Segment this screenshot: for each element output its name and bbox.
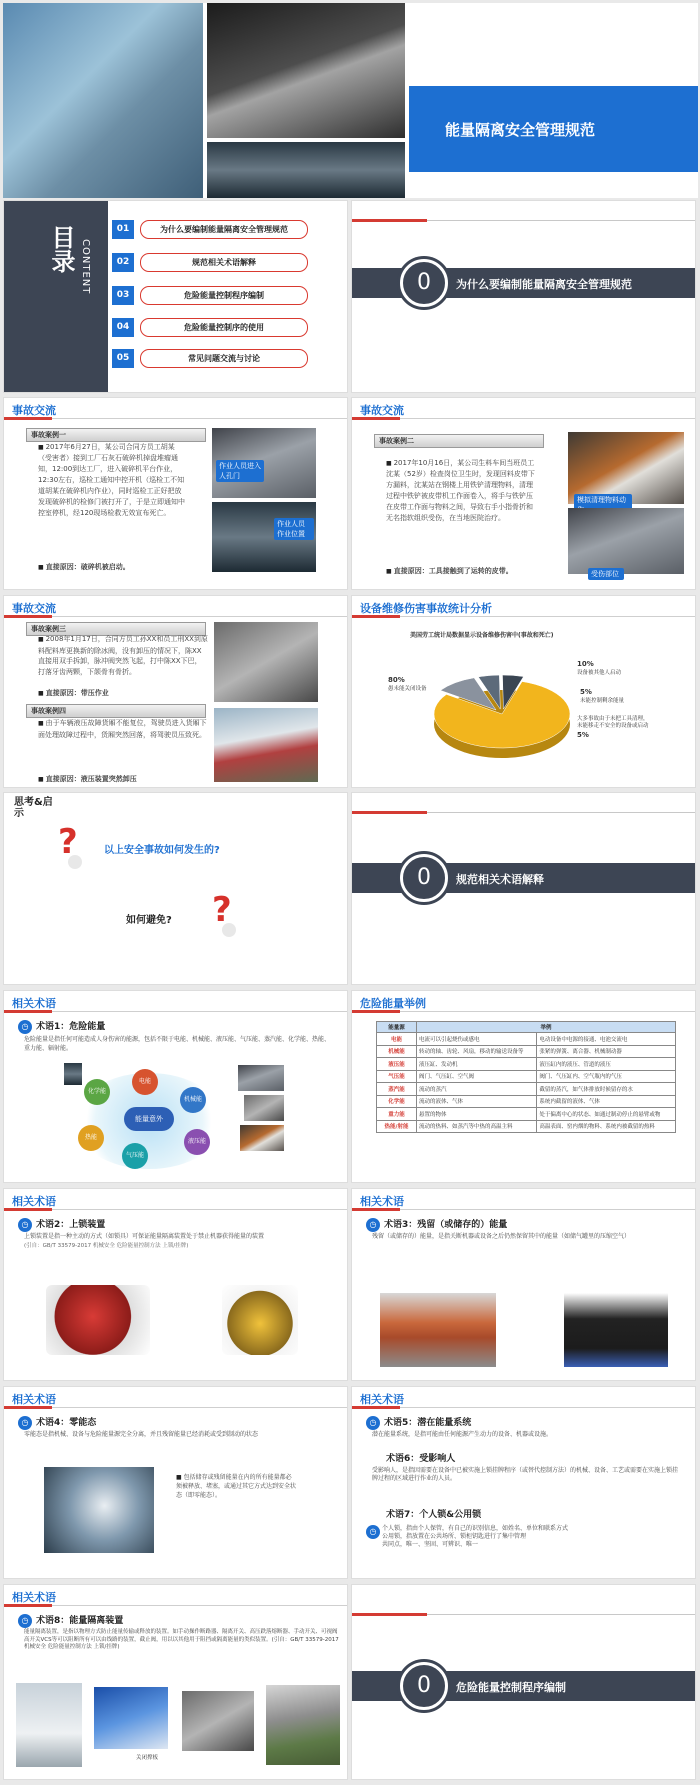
term-5-title: ◷ 术语5：潜在能量系统 xyxy=(366,1415,471,1430)
toc-num: 01 xyxy=(112,220,134,239)
section-3-slide xyxy=(351,1584,696,1780)
case-title: 事故案例一 xyxy=(26,428,206,442)
energy-photo-2 xyxy=(244,1095,284,1121)
toc-num: 02 xyxy=(112,253,134,272)
accident-photo-4 xyxy=(214,708,318,782)
gauge-photo xyxy=(44,1467,154,1553)
title-panel xyxy=(409,86,698,172)
term-5-slide xyxy=(351,1386,696,1579)
accident-photo-3 xyxy=(214,622,318,702)
toc-num: 04 xyxy=(112,318,134,337)
toc-item-2[interactable] xyxy=(112,253,332,272)
toc-item-3[interactable] xyxy=(112,286,332,305)
industrial-photo xyxy=(207,142,405,198)
divider xyxy=(427,812,696,813)
diagram-node: 液压能 xyxy=(184,1129,210,1155)
term-text: 残留（或储存的）能量，是指关断机器或设备之后仍然保留其中的能量（如储气罐里的压缩空气） xyxy=(372,1233,631,1240)
think-slide xyxy=(3,792,348,985)
term-2-slide xyxy=(3,1188,348,1381)
toc-label: 常见问题交流与讨论 xyxy=(140,349,308,368)
toc-label: 危险能量控制程序编制 xyxy=(140,286,308,305)
cover-title: 能量隔离安全管理规范 xyxy=(445,121,596,139)
toc-item-1[interactable] xyxy=(112,220,332,239)
hazard-table xyxy=(376,1021,676,1133)
hydraulic-photo xyxy=(564,1293,668,1367)
term-7-text-2: 公用锁，指放置在公共场所、锁柜钥匙进行了集中管理 xyxy=(382,1533,527,1540)
machine-photo xyxy=(182,1691,254,1751)
case-text-3: ■ 2008年1月17日，合同方员工孙XX和员工刑XX到原料配料库更换新的除冰阀，没有卸压的情况下，陈XX直接用双手拆卸，脉冲阀突然飞起，打中陈XX下巴，打落牙齿两颗，下颌骨有骨折。 xyxy=(38,634,208,677)
padlock-photo xyxy=(3,3,203,198)
clock-icon: ◷ xyxy=(366,1525,380,1539)
toc-num: 03 xyxy=(112,286,134,305)
cabinet-photo xyxy=(16,1683,82,1767)
term-5-text: 潜在能量系统，是指可能由任何能源产生动力的设备、机器或设施。 xyxy=(372,1431,553,1438)
col-header: 举例 xyxy=(417,1022,676,1033)
case-cause-4: ■ 直接原因：液压装置突然卸压 xyxy=(38,774,198,785)
section-title: 危险能量控制程序编制 xyxy=(456,1681,566,1694)
slide-header xyxy=(352,1387,695,1409)
clock-icon: ◷ xyxy=(366,1218,380,1232)
slide-header xyxy=(352,398,695,420)
table-row: 热能/射能 流动的热料、如蒸汽等中热的高温主料 高温表面、窑内烟的物料、系统内被截留的热料 xyxy=(377,1120,676,1133)
photo-tag-1: 作业人员进入人孔门 xyxy=(216,460,264,482)
term-6-text: 受影响人，是指因需要在设备中已被实施上锁挂牌程序（或替代控制方法）的机械、设备、工艺或需要在实施上锁挂牌过程的区域进行作业的人员。 xyxy=(372,1467,679,1482)
section-2-slide xyxy=(351,792,696,985)
divider xyxy=(427,1614,696,1615)
header-title: 事故交流 xyxy=(360,404,404,417)
breaker-lock-photo xyxy=(222,1285,298,1355)
term-title: ◷ 术语8：能量隔离装置 xyxy=(18,1613,123,1628)
term-text: 上锁装置是指一种主动的方式（如锁具）可保证能量隔离装置处于禁止机器获得能量的装置 xyxy=(24,1233,265,1240)
label-pct: 5% xyxy=(580,688,592,696)
clock-icon: ◷ xyxy=(18,1614,32,1628)
term-3-slide xyxy=(351,1188,696,1381)
section-1-slide xyxy=(351,200,696,393)
label-5a xyxy=(580,688,624,704)
photo-label: 关闭撑板 xyxy=(136,1755,159,1761)
col-header: 能量源 xyxy=(377,1022,417,1033)
label-text: 未能控制剩余能量 xyxy=(580,698,625,704)
toc-item-5[interactable] xyxy=(112,349,332,368)
rack-photo xyxy=(94,1687,168,1749)
accident-photo-2 xyxy=(568,508,684,574)
toc-label: 规范相关术语解释 xyxy=(140,253,308,272)
question-figure-2: ? xyxy=(212,893,242,937)
toc-num: 05 xyxy=(112,349,134,368)
stats-slide xyxy=(351,595,696,788)
section-number: 0 xyxy=(400,854,448,902)
question-figure-1: ? xyxy=(58,825,88,869)
slide-header xyxy=(4,1189,347,1211)
clock-icon: ◷ xyxy=(18,1020,32,1034)
energy-photo-4 xyxy=(64,1063,82,1085)
toc-slide xyxy=(3,200,348,393)
label-text: 愚未能关闭设备 xyxy=(388,686,427,692)
slide-header xyxy=(352,1189,695,1211)
toc-item-4[interactable] xyxy=(112,318,332,337)
cover-slide xyxy=(3,3,698,198)
energy-photo-1 xyxy=(238,1065,284,1091)
case-cause: ■ 直接原因：破碎机被启动。 xyxy=(38,562,198,573)
energy-photo-3 xyxy=(240,1125,284,1151)
table-row: 机械能 转动的轴、齿轮、风扇，移动的输送设备等 张紧的弹簧、离合器、机械制动器 xyxy=(377,1045,676,1058)
clock-icon: ◷ xyxy=(18,1416,32,1430)
diagram-node: 热能 xyxy=(78,1125,104,1151)
toc-sidebar xyxy=(4,201,108,393)
term-7-title: 术语7：个人锁&公用锁 xyxy=(386,1510,482,1520)
toc-heading: 目录 xyxy=(47,225,75,273)
case-cause: ■ 直接原因：工具接触到了运转的皮带。 xyxy=(386,566,546,577)
clock-icon: ◷ xyxy=(366,1416,380,1430)
label-80 xyxy=(388,676,427,692)
case-title: 事故案例二 xyxy=(374,434,544,448)
case-cause-3: ■ 直接原因：带压作业 xyxy=(38,688,198,699)
accident-3-slide xyxy=(3,595,348,788)
energy-diagram xyxy=(64,1063,294,1178)
term-text: 危险能量是指任何可能造成人身伤害的能源，包括不限于电能、机械能、液压能、气压能、蒸汽能、化学能、热能、重力能、辐射能。 xyxy=(24,1036,331,1052)
table-row: 电能 电流可以引起烧伤或感电 电动设备中电源的接通、电池交流电 xyxy=(377,1033,676,1046)
question-1: 以上安全事故如何发生的? xyxy=(104,845,220,856)
header-title: 危险能量举例 xyxy=(360,997,426,1010)
table-row: 化学能 流动的液体、气体 系统内截留的液体、气体 xyxy=(377,1095,676,1108)
slide-header xyxy=(4,991,347,1013)
table-row: 重力能 悬置的物体 处于偏离中心的状态、如通过制动停止的悬臂或物 xyxy=(377,1108,676,1121)
accent-line xyxy=(352,811,427,814)
label-pct: 5% xyxy=(577,731,589,739)
term-source: (引自：GB/T 33579-2017 机械安全 危险能量控制方法 上锁/挂牌) xyxy=(24,1243,189,1249)
slide-header xyxy=(4,398,347,420)
table-row: 液压能 液压缸、发动机 液压缸内的液压、管道的液压 xyxy=(377,1058,676,1071)
header-title: 相关术语 xyxy=(12,1591,56,1604)
slide-header xyxy=(4,1387,347,1409)
pie-chart xyxy=(352,596,696,788)
term-note: ■ 包括储存或残留能量在内的所有能量都必须被释放、堵塞，或通过其它方式达到安全状态（即零能态）。 xyxy=(176,1473,296,1500)
header-title: 相关术语 xyxy=(360,1195,404,1208)
valve-lock-photo xyxy=(46,1285,150,1355)
term-text: 能量隔离装置，是指以物理方式防止能量传输或释放的装置。如手动操作断路器、隔离开关、高压跌落熔断器、手动开关、可视阀高开关VCS等可以阻断所有可以由线路的装置，截止阀，用以以其他用于阻挡或隔离能量的类似装置。(引自：GB/T 33579-2017 机械安全 危险能量控制方法 上锁/挂牌) xyxy=(24,1629,339,1650)
tank-photo xyxy=(380,1293,496,1367)
table-row: 蒸汽能 流动的蒸汽 截留的蒸汽，如气体排放时候留存的水 xyxy=(377,1083,676,1096)
header-title: 相关术语 xyxy=(12,1195,56,1208)
photo-tag-2: 作业人员作业位置 xyxy=(274,518,314,540)
term-title: ◷ 术语2：上锁装置 xyxy=(18,1217,105,1232)
clock-icon: ◷ xyxy=(18,1218,32,1232)
label-pct: 10% xyxy=(577,660,594,668)
dump-truck-photo xyxy=(266,1685,340,1765)
slide-header xyxy=(4,1585,347,1607)
case-title-3: 事故案例三 xyxy=(26,622,206,636)
diagram-node: 化学能 xyxy=(84,1079,110,1105)
label-10 xyxy=(577,660,621,676)
case-text: ■ 2017年6月27日，某公司合同方员工胡某（受害者）接到工厂石灰石破碎机掉盘堆瘤通知，12:00到达工厂，进入破碎机平台作业，12:30左右，巡检工通知中控开机（巡检工不知道胡某在破碎机内作业），同时巡检工正好把放发现破碎机的检修门被打开了，于是立即通知中控室停机，经120现场检救无效宣布死亡。 xyxy=(38,442,188,519)
header-title: 相关术语 xyxy=(12,1393,56,1406)
term-1-slide xyxy=(3,990,348,1183)
case-text: ■ 2017年10月16日，某公司生料车间当班员工沈某（52岁）检查岗位卫生时，发现回料皮带下方漏料，沈某站在钢楼上用铁铲清理物料，清理过程中铁铲被皮带机工作面卷入，将手与铁铲压在皮带工作面与物料之间，导致右手小指骨折和无名指软组织受伤，在当地医院治疗。 xyxy=(386,458,536,524)
case-title-4: 事故案例四 xyxy=(26,704,206,718)
question-2: 如何避免? xyxy=(126,915,172,926)
accident-1-slide xyxy=(3,397,348,590)
term-7-text-1: 个人锁，指由个人保管，有自己的识别信息，如姓名、单位和联系方式 xyxy=(382,1525,569,1532)
think-header: 思考&启示 xyxy=(14,797,53,819)
table-row: 气压能 阀门、气压缸、空气阀 阀门、气压缸内、空气瓶内的气压 xyxy=(377,1070,676,1083)
toc-label: 危险能量控制序的使用 xyxy=(140,318,308,337)
accent-line xyxy=(352,219,427,222)
chart-title: 美国劳工统计局数据显示设备维修伤害中(事故和死亡) xyxy=(410,632,554,639)
term-4-slide xyxy=(3,1386,348,1579)
label-text: 大多事故由于未把工具清理，未能移走不安全的设备或启动 xyxy=(577,716,649,729)
header-title: 事故交流 xyxy=(12,602,56,615)
toc-label: 为什么要编制能量隔离安全管理规范 xyxy=(140,220,308,239)
label-5b xyxy=(577,716,649,739)
accident-2-slide xyxy=(351,397,696,590)
diagram-node: 机械能 xyxy=(180,1087,206,1113)
accent-line xyxy=(352,1613,427,1616)
term-6-title: 术语6：受影响人 xyxy=(386,1454,456,1464)
header-title: 事故交流 xyxy=(12,404,56,417)
diagram-node: 电能 xyxy=(132,1069,158,1095)
photo-tag-1: 模拟清理物料动 xyxy=(574,494,632,516)
photo-tag-2: 受伤部位 xyxy=(588,568,624,580)
divider xyxy=(427,220,696,221)
term-text: 零能态是指机械、设备与危险能量源完全分离，并且残留能量已经消耗或受到制动的状态 xyxy=(24,1431,259,1438)
section-number: 0 xyxy=(400,259,448,307)
section-title: 规范相关术语解释 xyxy=(456,873,544,886)
diagram-node: 气压能 xyxy=(122,1143,148,1169)
slide-header xyxy=(4,596,347,618)
term-7-text-3: 共同点，唯一、坚固、可辨识、唯一 xyxy=(382,1541,479,1548)
header-title: 相关术语 xyxy=(12,997,56,1010)
term-title: ◷ 术语4：零能态 xyxy=(18,1415,96,1430)
diagram-center: 能量意外 xyxy=(124,1107,174,1131)
section-title: 为什么要编制能量隔离安全管理规范 xyxy=(456,278,632,291)
label-text: 设备被其他人启动 xyxy=(577,670,622,676)
section-number: 0 xyxy=(400,1662,448,1710)
term-title: ◷ 术语1：危险能量 xyxy=(18,1019,105,1034)
slide-header xyxy=(352,991,695,1013)
case-text-4: ■ 由于车辆液压故障货厢不能复位，驾驶员进入货厢下面处理故障过程中，货厢突然回落，将驾驶员压致死。 xyxy=(38,718,208,740)
label-pct: 80% xyxy=(388,676,405,684)
header-title: 相关术语 xyxy=(360,1393,404,1406)
term-title: ◷ 术语3：残留（或储存的）能量 xyxy=(366,1217,507,1232)
hazard-table-slide xyxy=(351,990,696,1183)
term-8-slide xyxy=(3,1584,348,1780)
chain-lock-photo xyxy=(207,3,405,138)
header-title: 设备维修伤害事故统计分析 xyxy=(360,602,492,615)
toc-heading-en: CONTENT xyxy=(80,239,91,295)
